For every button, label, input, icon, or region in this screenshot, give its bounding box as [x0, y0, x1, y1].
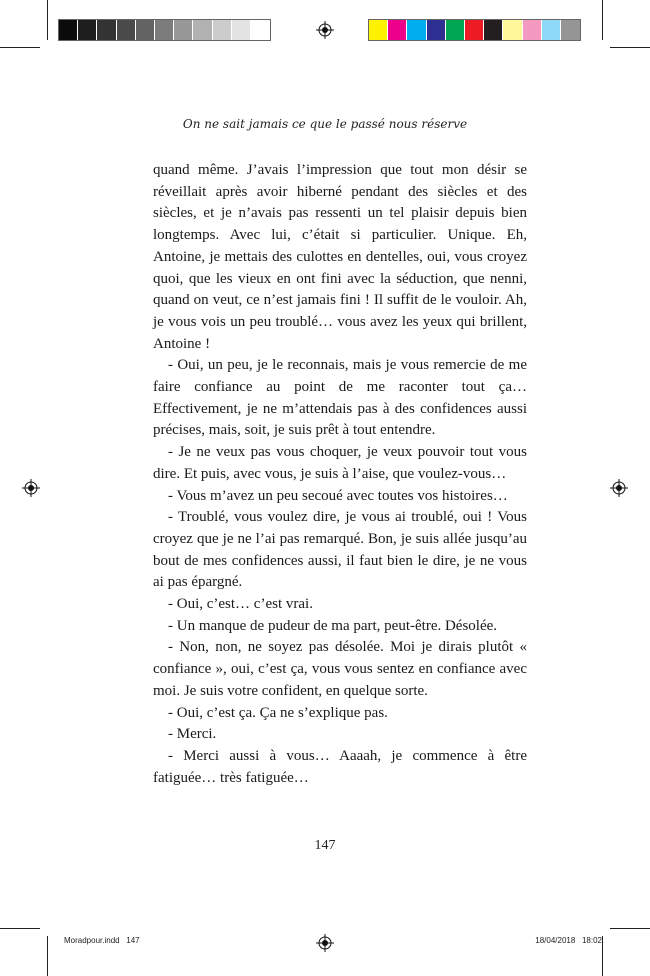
running-head: On ne sait jamais ce que le passé nous réserve — [182, 117, 468, 131]
color-swatch — [446, 20, 465, 40]
color-swatch — [542, 20, 561, 40]
crop-mark — [0, 47, 40, 48]
grayscale-color-bar — [59, 20, 270, 40]
color-swatch — [155, 20, 174, 40]
process-color-bar — [369, 20, 580, 40]
crop-mark — [610, 47, 650, 48]
color-swatch — [78, 20, 97, 40]
color-swatch — [388, 20, 407, 40]
crop-mark — [47, 0, 48, 40]
paragraph: quand même. J’avais l’impression que tout mon désir se réveillait après avoir hiberné pendant des siècles et des siècles, et je n’avais pas ressenti un tel plaisir depuis bien longtemps. Avec lui, c’était si particulier. Unique. Eh, Antoine, je mettais des culottes en dentelles, oui, vous croyez quoi, que les vieux en ont fini avec la séduction, que nenni, quand on veut, ce n’est jamais fini ! Il suffit de le vouloir. Ah, je vous vois un peu troublé… vous avez les yeux qui brillent, Antoine ! — [153, 162, 527, 352]
color-swatch — [503, 20, 522, 40]
paragraph: - Oui, c’est… c’est vrai. — [168, 596, 313, 613]
color-swatch — [561, 20, 580, 40]
color-swatch — [427, 20, 446, 40]
paragraph: - Vous m’avez un peu secoué avec toutes vos histoires… — [168, 487, 508, 504]
color-swatch — [97, 20, 116, 40]
registration-mark-icon — [22, 479, 40, 497]
paragraph: - Non, non, ne soyez pas désolée. Moi je dirais plutôt « confiance », oui, c’est ça, vous vous sentez en confiance avec moi. Je suis votre confident, en quelque sorte. — [153, 639, 527, 699]
paragraph: - Merci. — [168, 726, 217, 743]
color-swatch — [59, 20, 78, 40]
crop-mark — [47, 936, 48, 976]
paragraph: - Un manque de pudeur de ma part, peut-être. Désolée. — [168, 617, 498, 634]
page-number: 147 — [314, 838, 336, 853]
color-swatch — [117, 20, 136, 40]
color-swatch — [465, 20, 484, 40]
paragraph: - Oui, c’est ça. Ça ne s’explique pas. — [168, 704, 388, 721]
color-swatch — [193, 20, 212, 40]
crop-mark — [0, 928, 40, 929]
color-swatch — [523, 20, 542, 40]
registration-mark-icon — [610, 479, 628, 497]
slug-timestamp: 18/04/2018 18:02 — [535, 936, 602, 945]
color-swatch — [213, 20, 232, 40]
paragraph: - Oui, un peu, je le reconnais, mais je vous remercie de me faire confiance au point de me raconter tout ça… Effectivement, je ne m’attendais pas à des confidences aussi précises, mais, soit, je suis prêt à tout entendre. — [153, 357, 527, 439]
color-swatch — [174, 20, 193, 40]
crop-mark — [602, 936, 603, 976]
color-swatch — [232, 20, 251, 40]
slug-filename: Moradpour.indd 147 — [64, 936, 140, 945]
paragraph: - Merci aussi à vous… Aaaah, je commence à être fatiguée… très fatiguée… — [153, 747, 527, 786]
crop-mark — [602, 0, 603, 40]
registration-mark-icon — [316, 934, 334, 952]
paragraph: - Troublé, vous voulez dire, je vous ai troublé, oui ! Vous croyez que je ne l’ai pas remarqué. Bon, je suis allée jusqu’au bout de mes confidences aussi, il faut bien le dire, je ne vous ai pas épargné. — [153, 509, 527, 591]
color-swatch — [136, 20, 155, 40]
color-swatch — [369, 20, 388, 40]
color-swatch — [251, 20, 270, 40]
registration-mark-icon — [316, 21, 334, 39]
body-text — [153, 160, 527, 789]
color-swatch — [484, 20, 503, 40]
color-swatch — [407, 20, 426, 40]
crop-mark — [610, 928, 650, 929]
paragraph: - Je ne veux pas vous choquer, je veux pouvoir tout vous dire. Et puis, avec vous, je suis à l’aise, que voulez-vous… — [153, 444, 527, 482]
